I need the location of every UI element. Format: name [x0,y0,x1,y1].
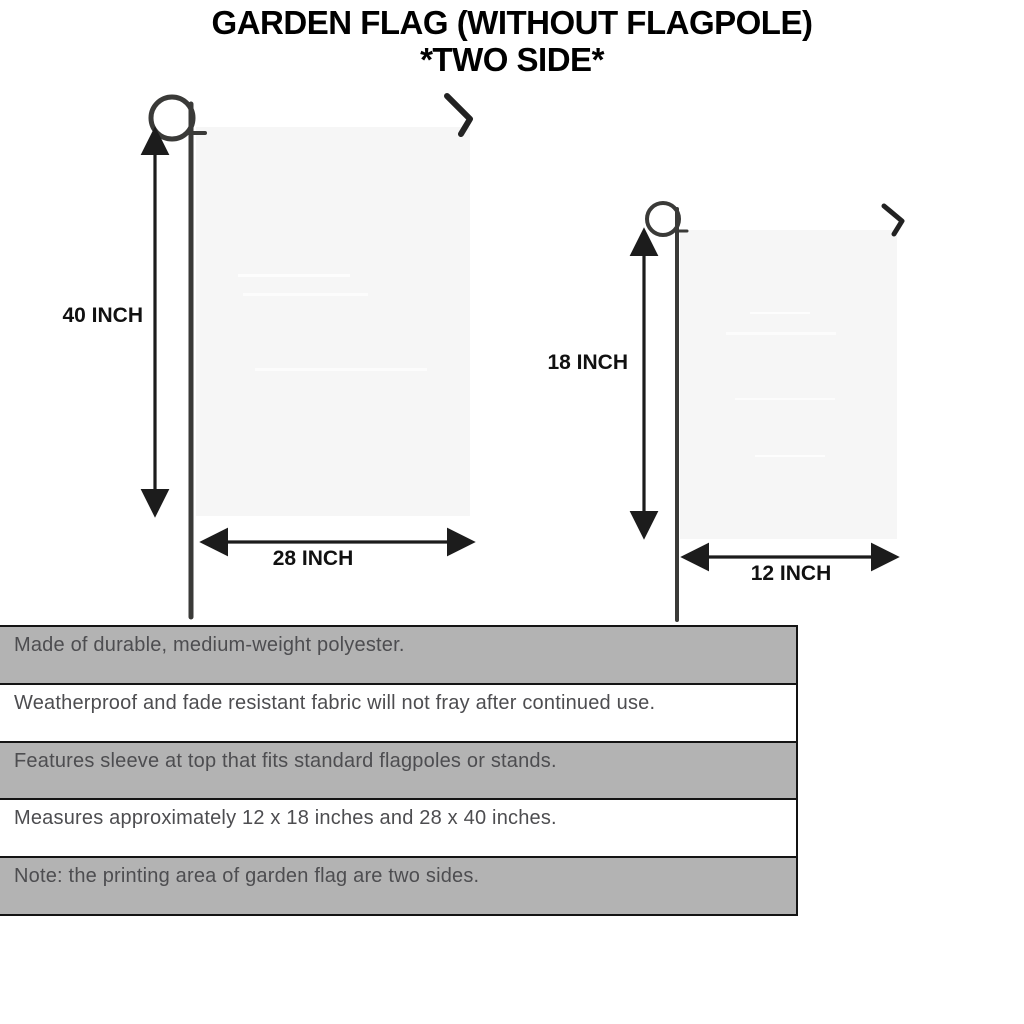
small-flag-hook [884,206,902,234]
title-line-1: GARDEN FLAG (WITHOUT FLAGPOLE) [211,4,813,41]
feature-text: Made of durable, medium-weight polyester. [14,634,405,656]
small-flag-group [644,203,902,620]
small-flag-height-label: 18 INCH [547,351,628,374]
fold-streak [726,332,836,335]
small-flag [680,230,897,539]
large-flag [196,127,470,516]
fold-streak [238,274,350,277]
fold-streak [243,293,368,296]
fold-streak [735,398,835,400]
title-line-2: *TWO SIDE* [420,41,604,78]
fold-streak [255,368,427,371]
large-flag-width-label: 28 INCH [272,547,354,570]
feature-row-note [0,856,796,914]
feature-table [0,625,798,916]
feature-text: Weatherproof and fade resistant fabric will not fray after continued use. [14,691,656,714]
feature-row-sleeve [0,741,796,799]
feature-row-measurements [0,798,796,856]
feature-row-material [0,627,796,683]
fold-streak [755,455,825,457]
small-flag-width-label: 12 INCH [750,562,832,585]
feature-text: Note: the printing area of garden flag are two sides. [14,865,480,888]
large-flag-height-label: 40 INCH [62,304,143,327]
fold-streak [750,312,810,314]
feature-row-weatherproof [0,683,796,741]
feature-text: Measures approximately 12 x 18 inches and 28 x 40 inches. [14,807,557,830]
feature-text: Features sleeve at top that fits standard flagpoles or stands. [14,749,557,772]
large-flag-group [151,96,470,617]
